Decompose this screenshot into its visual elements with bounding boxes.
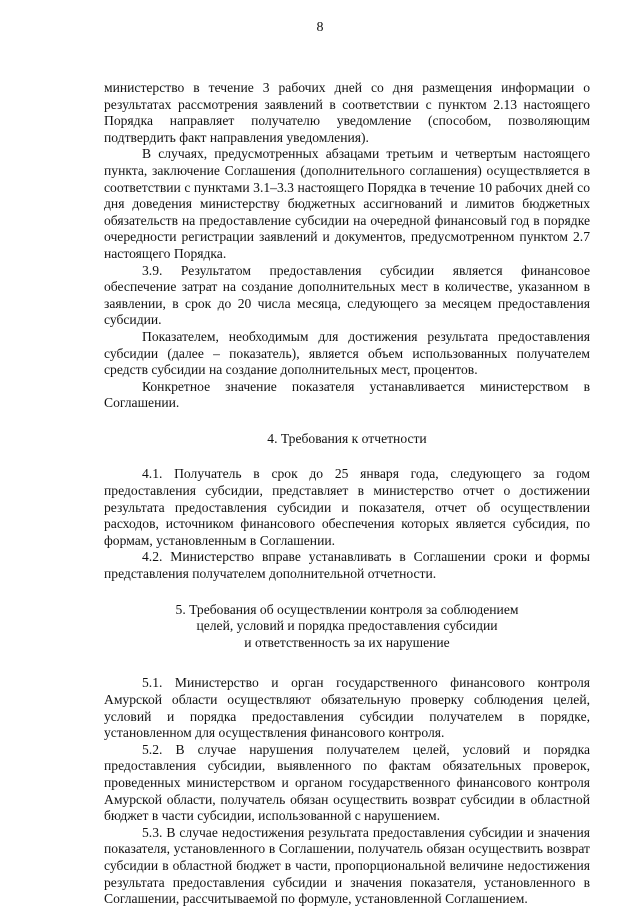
section-heading-5-line-1: 5. Требования об осуществлении контроля за соблюдением (175, 601, 519, 617)
paragraph-5-3: 5.3. В случае недостижения результата предоставления субсидии и значения показателя, установленного в Соглашении, получатель обязан осуществить возврат субсидии в областной бюджет в части, пропорциональной величине недостижения результата предоставления субсидии и значения показателя, установленного в Соглашении, рассчитываемой по формуле, установленной Соглашением. (104, 824, 590, 907)
paragraph-4-1: 4.1. Получатель в срок до 25 января года, следующего за годом предоставления субсидии, представляет в министерство отчет о достижении результата предоставления субсидии и показателя, отчет об осуществлении расходов, источником финансового обеспечения которых является субсидия, по формам, установленным в Соглашении. (104, 466, 590, 548)
paragraph-indicator-value: Конкретное значение показателя устанавливается министерством в Соглашении. (104, 378, 590, 411)
paragraph-3-9-result: 3.9. Результатом предоставления субсидии является финансовое обеспечение затрат на создание дополнительных мест в количестве, указанном в заявлении, в срок до 20 числа месяца, следующего за месяцем предоставления субсидии. (104, 262, 590, 328)
paragraph-5-1: 5.1. Министерство и орган государственного финансового контроля Амурской области осуществляют обязательную проверку соблюдения целей, условий и порядка предоставления субсидии получателем в порядке, установленном для осуществления финансового контроля. (104, 675, 590, 741)
spacer (104, 583, 590, 602)
spacer (104, 651, 590, 675)
section-heading-5 (104, 602, 590, 652)
page-number: 8 (316, 20, 324, 35)
paragraph-5-2: 5.2. В случае нарушения получателем целей, условий и порядка предоставления субсидии, выявленного по фактам обязательных проверок, проведенных министерством и органом государственного финансового контроля Амурской области, получатель обязан осуществить возврат субсидии в областной бюджет в части субсидии, использованной с нарушением. (104, 741, 590, 824)
paragraph-notification: министерство в течение 3 рабочих дней со дня размещения информации о результатах рассмотрения заявлений в соответствии с пунктом 2.13 настоящего Порядка направляет получателю уведомление (способом, позволяющим подтвердить факт направления уведомления). (104, 80, 590, 145)
section-heading-5-line-3: и ответственность за их нарушение (244, 634, 450, 650)
section-heading-5-line-2: целей, условий и порядка предоставления субсидии (196, 618, 498, 634)
section-heading-4: 4. Требования к отчетности (267, 430, 427, 446)
paragraph-indicator: Показателем, необходимым для достижения результата предоставления субсидии (далее – показатель), является объем использованных получателем средств субсидии на создание дополнительных мест, процентов. (104, 328, 590, 378)
paragraph-agreement-conclusion: В случаях, предусмотренных абзацами третьим и четвертым настоящего пункта, заключение Соглашения (дополнительного соглашения) осуществляется в соответствии с пунктами 3.1–3.3 настоящего Порядка в течение 10 рабочих дней со дня доведения министерству бюджетных ассигнований и лимитов бюджетных обязательств на предоставление субсидии на очередной финансовый год в порядке очередности регистрации заявлений и документов, предусмотренном пунктом 2.7 настоящего Порядка. (104, 146, 590, 261)
paragraph-4-2: 4.2. Министерство вправе устанавливать в Соглашении сроки и формы представления получателем дополнительной отчетности. (104, 549, 590, 582)
spacer (104, 447, 590, 466)
document-body (104, 80, 590, 908)
spacer (104, 412, 590, 431)
